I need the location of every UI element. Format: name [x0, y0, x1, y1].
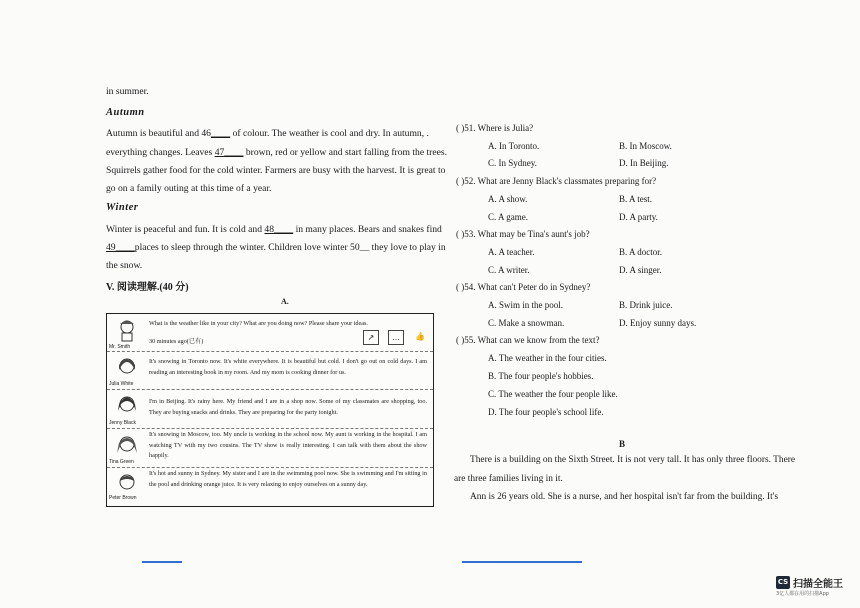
winter-line-3: the snow. — [106, 260, 143, 271]
question-52: ( )52. What are Jenny Black's classmates preparing for? — [456, 176, 657, 186]
option: C. A game. — [488, 212, 528, 222]
question-51: ( )51. Where is Julia? — [456, 123, 534, 133]
winter-line-2 — [106, 242, 446, 254]
option: B. In Moscow. — [619, 141, 672, 151]
like-icon[interactable]: 👍 — [415, 332, 425, 341]
part-a-label: A. — [281, 297, 289, 306]
avatar-icon — [113, 356, 141, 380]
question-55: ( )55. What can we know from the text? — [456, 335, 600, 345]
comment-icon[interactable]: … — [388, 330, 404, 345]
passage-b-line: are three families living in it. — [454, 474, 563, 484]
post-text: I'm in Beijing. It's rainy here. My friend and I are in a shop now. Some of my classmates are shopping, too. They are buying snacks and drinks. They are preparing for the party tonight. — [149, 398, 427, 416]
post-row — [107, 352, 433, 390]
text: Winter is peaceful and fun. It is cold and — [106, 224, 265, 235]
page-edge-mark — [142, 561, 182, 563]
blank-49: 49____ — [106, 242, 135, 253]
blank-48: 48____ — [264, 224, 294, 235]
scanner-watermark — [776, 575, 843, 590]
post-row — [107, 390, 433, 429]
author-name: Peter Brown — [109, 495, 137, 501]
option: A. A teacher. — [488, 247, 535, 257]
avatar-icon — [113, 394, 141, 418]
winter-line-1 — [106, 224, 442, 236]
autumn-line-4: go on a family outing at this time of a year. — [106, 183, 272, 194]
question-54: ( )54. What can't Peter do in Sydney? — [456, 282, 591, 292]
camscanner-logo-icon: CS — [776, 576, 790, 589]
autumn-heading: Autumn — [106, 107, 145, 118]
watermark-subtitle: 3亿人都在用的扫描App — [776, 591, 829, 597]
option: D. The four people's school life. — [488, 407, 604, 417]
option: A. The weather in the four cities. — [488, 353, 607, 363]
page-edge-mark — [462, 561, 582, 563]
passage-b-line: Ann is 26 years old. She is a nurse, and her hospital isn't far from the building. It's — [470, 492, 779, 502]
part-b-label: B — [619, 439, 626, 449]
social-feed-box — [106, 313, 434, 507]
post-row — [107, 314, 433, 352]
option: A. In Toronto. — [488, 141, 540, 151]
blank-46: ____ — [210, 128, 231, 139]
author-name: Tina Green — [109, 459, 134, 465]
option: C. In Sydney. — [488, 158, 537, 168]
option: B. A test. — [619, 194, 653, 204]
author-name: Mr. Smith — [109, 344, 131, 350]
autumn-line-1 — [106, 128, 429, 140]
text: everything changes. Leaves — [106, 147, 215, 158]
text: of colour. The weather is cool and dry. In autumn, . — [230, 128, 429, 139]
option: C. Make a snowman. — [488, 318, 565, 328]
autumn-line-3: Squirrels gather food for the cold winter. Farmers are busy with the harvest. It is great to — [106, 165, 446, 176]
post-text: It's hot and sunny in Sydney. My sister and I are in the swimming pool now. She is swimming and I'm sitting in the pool and drinking orange juice. It is very relaxing to enjoy ourselves on a sunny day. — [149, 470, 427, 488]
text: brown, red or yellow and start falling from the trees. — [243, 147, 448, 158]
option: D. A singer. — [619, 265, 662, 275]
autumn-line-2 — [106, 147, 447, 159]
share-icon[interactable]: ↗ — [363, 330, 379, 345]
winter-heading: Winter — [106, 202, 139, 213]
question-53: ( )53. What may be Tina's aunt's job? — [456, 229, 590, 239]
option: C. A writer. — [488, 265, 530, 275]
avatar-icon — [113, 433, 141, 457]
post-row — [107, 429, 433, 468]
post-text: It's snowing in Moscow, too. My uncle is working in the school now. My aunt is working in the hospital. I am watching TV with my two cousins. The TV show is really interesting. I can talk with them about the show happily. — [149, 431, 427, 459]
author-name: Jenny Black — [109, 420, 136, 426]
option: A. A show. — [488, 194, 528, 204]
avatar-icon — [113, 318, 141, 342]
section-title: V. 阅读理解.(40 分) — [106, 282, 189, 293]
option: C. The weather the four people like. — [488, 389, 618, 399]
text: in many places. Bears and snakes find — [293, 224, 442, 235]
option: B. Drink juice. — [619, 300, 673, 310]
post-actions — [363, 330, 427, 345]
option: B. The four people's hobbies. — [488, 371, 594, 381]
post-text: What is the weather like in your city? What are you doing now? Please share your ideas. — [149, 320, 368, 327]
post-text: It's snowing in Toronto now. It's white everywhere. It is beautiful but cold. I don't go out on cold days. I am reading an interesting book in my room. And my mom is cooking dinner for us. — [149, 358, 427, 376]
text: Autumn is beautiful and 46 — [106, 128, 211, 139]
passage-b-line: There is a building on the Sixth Street. It is not very tall. It has only three floors. There — [470, 455, 796, 465]
post-time: 30 minutes ago(已有) — [149, 338, 204, 345]
option: D. Enjoy sunny days. — [619, 318, 697, 328]
text: places to sleep through the winter. Children love winter 50__ they love to play in — [134, 242, 446, 253]
option: D. A party. — [619, 212, 658, 222]
text-line: in summer. — [106, 86, 149, 97]
avatar-icon — [113, 472, 141, 496]
watermark-name: 扫描全能王 — [793, 579, 843, 590]
blank-47: 47____ — [214, 147, 244, 158]
option: A. Swim in the pool. — [488, 300, 564, 310]
author-name: Julia White — [109, 381, 134, 387]
option: D. In Beijing. — [619, 158, 669, 168]
option: B. A doctor. — [619, 247, 663, 257]
post-row — [107, 468, 433, 506]
